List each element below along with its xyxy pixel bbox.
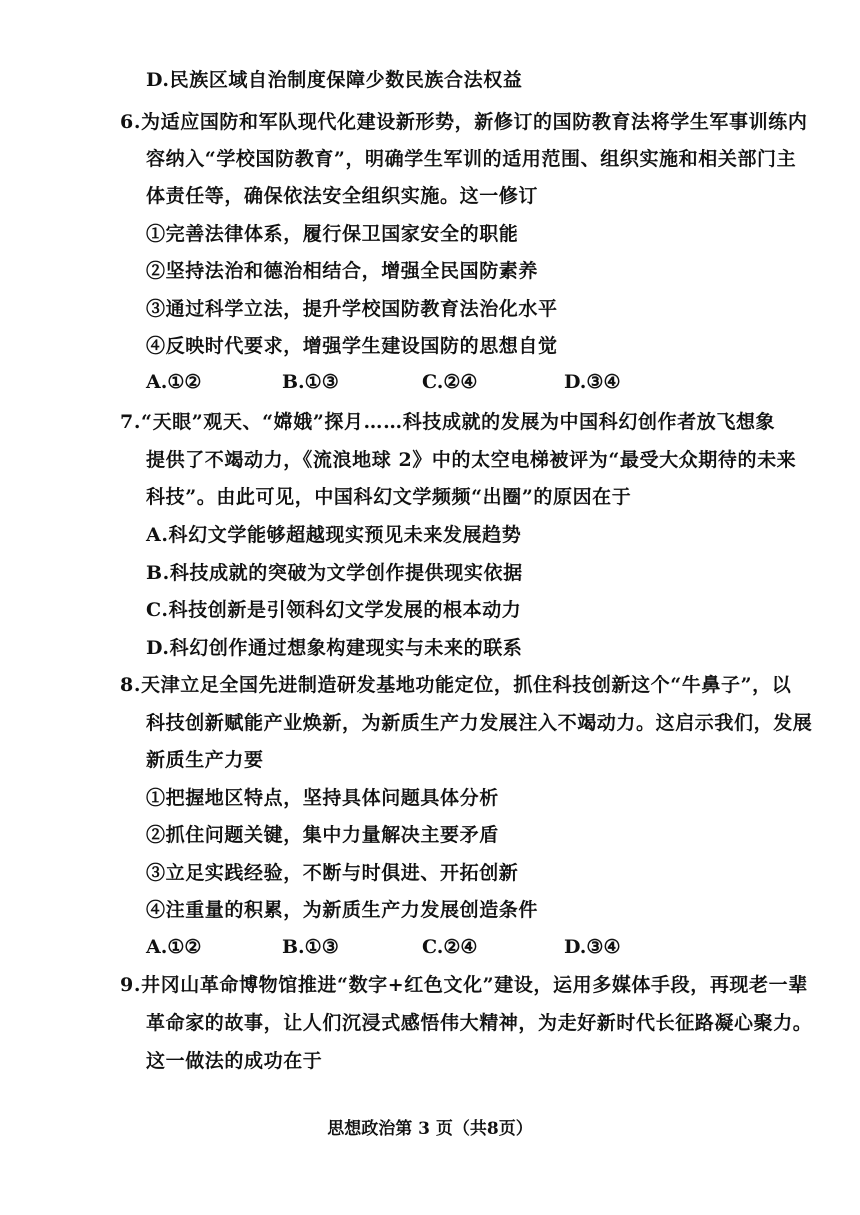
q6-choice-b: B.①③ [282, 371, 339, 393]
q8-choice-c: C.②④ [422, 936, 478, 958]
q8-choices [146, 935, 706, 959]
q7-option-c: C.科技创新是引领科幻文学发展的根本动力 [146, 599, 522, 621]
q7-option-b: B.科技成就的突破为文学创作提供现实依据 [146, 562, 523, 584]
q6-statement-1: ①完善法律体系，履行保卫国家安全的职能 [146, 223, 519, 245]
q8-choice-d: D.③④ [564, 936, 621, 958]
q6-choices [146, 370, 706, 394]
q6-choice-c: C.②④ [422, 371, 478, 393]
q6-stem-line-1: 6.为适应国防和军队现代化建设新形势，新修订的国防教育法将学生军事训练内 [120, 111, 808, 133]
q6-choice-d: D.③④ [564, 371, 621, 393]
q8-stem-line-1: 8.天津立足全国先进制造研发基地功能定位，抓住科技创新这个“牛鼻子”，以 [120, 674, 792, 696]
q6-statement-2: ②坚持法治和德治相结合，增强全民国防素养 [146, 260, 539, 282]
q6-choice-a: A.①② [146, 371, 202, 393]
q8-choice-a: A.①② [146, 936, 202, 958]
q7-stem-line-3: 科技”。由此可见，中国科幻文学频频“出圈”的原因在于 [146, 486, 632, 508]
q6-statement-3: ③通过科学立法，提升学校国防教育法治化水平 [146, 298, 558, 320]
q8-statement-4: ④注重量的积累，为新质生产力发展创造条件 [146, 899, 539, 921]
q8-statement-3: ③立足实践经验，不断与时俱进、开拓创新 [146, 862, 519, 884]
q8-stem-line-2: 科技创新赋能产业焕新，为新质生产力发展注入不竭动力。这启示我们，发展 [146, 712, 813, 734]
q8-statement-2: ②抓住问题关键，集中力量解决主要矛盾 [146, 824, 499, 846]
q7-stem-line-2: 提供了不竭动力，《流浪地球 2》中的太空电梯被评为“最受大众期待的未来 [146, 449, 797, 471]
q6-stem-line-3: 体责任等，确保依法安全组织实施。这一修订 [146, 185, 539, 207]
q6-stem-line-2: 容纳入“学校国防教育”，明确学生军训的适用范围、组织实施和相关部门主 [146, 148, 797, 170]
q7-option-a: A.科幻文学能够超越现实预见未来发展趋势 [146, 524, 522, 546]
q6-statement-4: ④反映时代要求，增强学生建设国防的思想自觉 [146, 335, 558, 357]
q7-option-d: D.科幻创作通过想象构建现实与未来的联系 [146, 637, 523, 659]
q8-stem-line-3: 新质生产力要 [146, 749, 264, 771]
q9-stem-line-3: 这一做法的成功在于 [146, 1050, 323, 1072]
q9-stem-line-1: 9.井冈山革命博物馆推进“数字+红色文化”建设，运用多媒体手段，再现老一辈 [120, 974, 808, 996]
q9-stem-line-2: 革命家的故事，让人们沉浸式感悟伟大精神，为走好新时代长征路凝心聚力。 [146, 1012, 813, 1034]
q8-choice-b: B.①③ [282, 936, 339, 958]
q5-option-d: D.民族区域自治制度保障少数民族合法权益 [146, 69, 523, 91]
page-footer: 思想政治第 3 页（共8页） [327, 1119, 533, 1139]
q7-stem-line-1: 7.“天眼”观天、“嫦娥”探月……科技成就的发展为中国科幻创作者放飞想象 [120, 411, 776, 433]
q8-statement-1: ①把握地区特点，坚持具体问题具体分析 [146, 787, 499, 809]
